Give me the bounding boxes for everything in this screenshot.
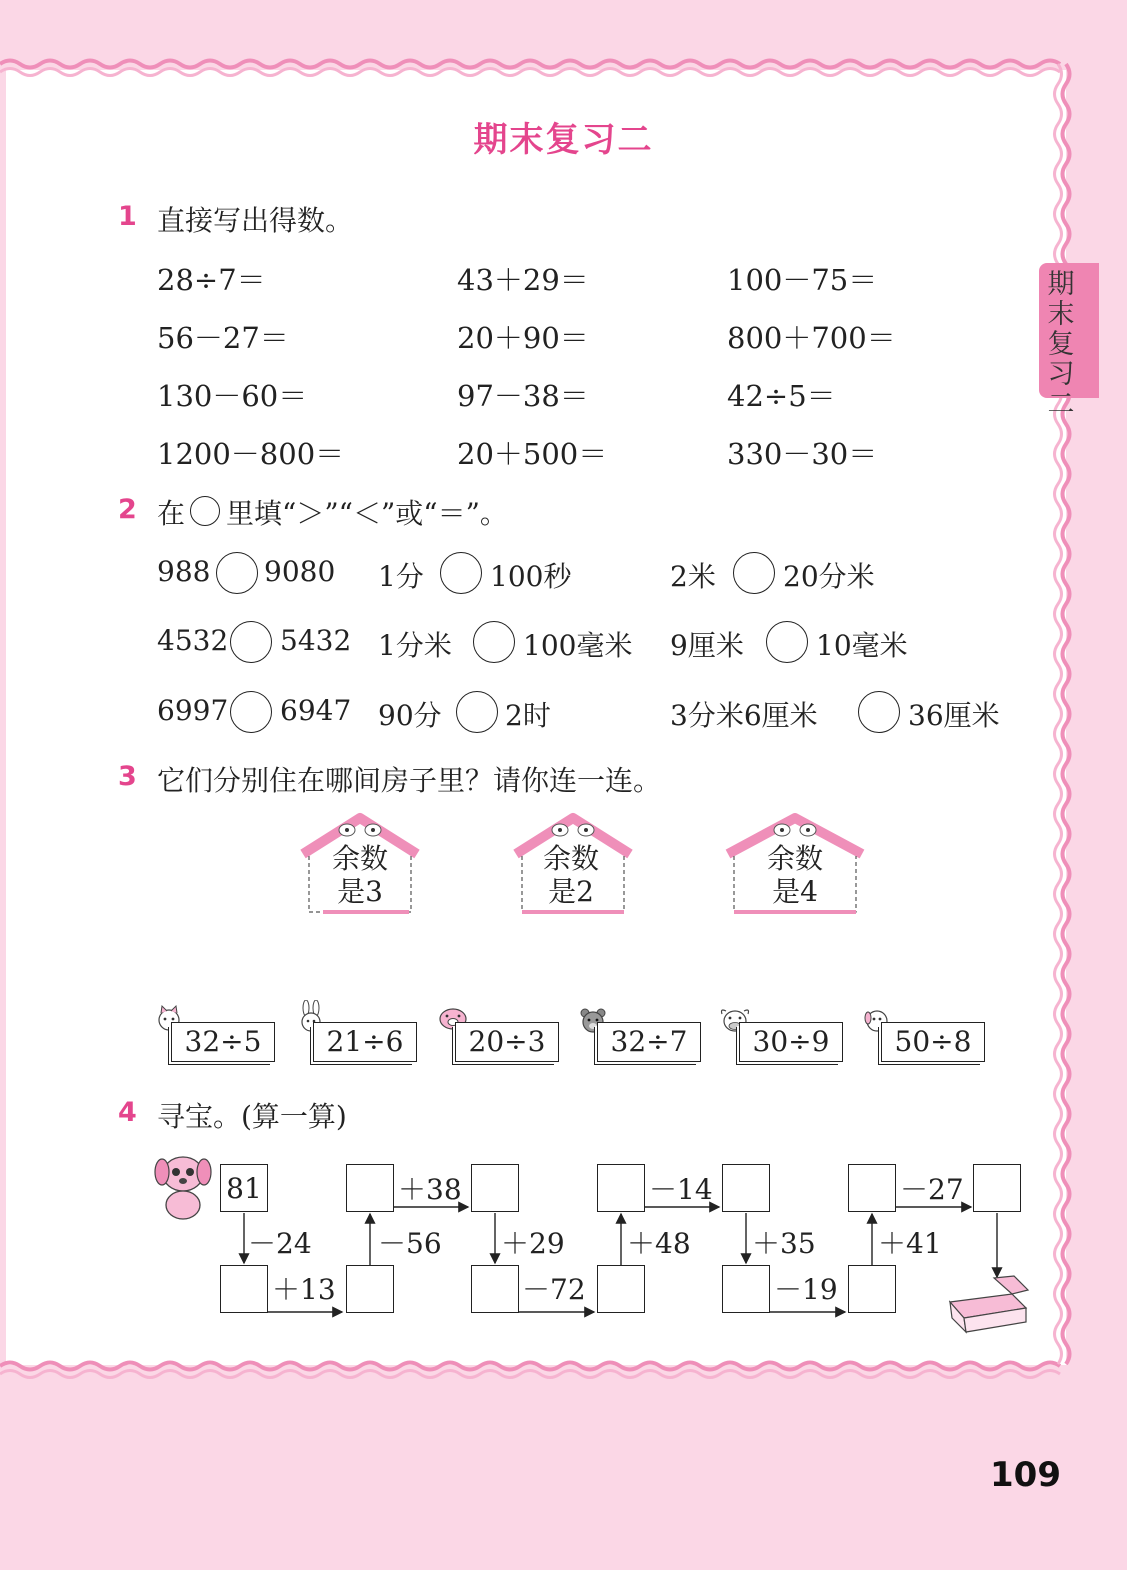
cmp-left: 9厘米 xyxy=(670,629,744,662)
cmp-right: 2时 xyxy=(505,699,551,732)
cmp-left: 90分 xyxy=(378,699,442,732)
cmp-right: 100秒 xyxy=(490,560,572,593)
answer-box[interactable] xyxy=(471,1265,519,1313)
house-line: 余数 xyxy=(766,842,823,875)
house-label xyxy=(526,842,616,908)
cmp-left: 2米 xyxy=(670,560,716,593)
cmp-left: 3分米6厘米 xyxy=(670,699,818,732)
answer-box[interactable] xyxy=(722,1164,770,1212)
answer-box[interactable] xyxy=(597,1164,645,1212)
answer-box[interactable] xyxy=(848,1164,896,1212)
cmp-left: 4532 xyxy=(157,624,229,657)
answer-box[interactable] xyxy=(973,1164,1021,1212)
compare-circle[interactable] xyxy=(733,552,775,594)
q1-expr: 20＋90＝ xyxy=(457,321,589,355)
cmp-right: 20分米 xyxy=(783,560,875,593)
cmp-left: 6997 xyxy=(157,694,229,727)
compare-circle[interactable] xyxy=(858,691,900,733)
operation-label: －72 xyxy=(522,1273,586,1306)
q1-expr: 330－30＝ xyxy=(727,437,878,471)
chapter-tab-label: 期末复习二 xyxy=(1047,269,1075,420)
q1-number: 1 xyxy=(118,201,137,232)
q3-number: 3 xyxy=(118,761,137,792)
page-number: 109 xyxy=(990,1455,1061,1495)
answer-box[interactable] xyxy=(471,1164,519,1212)
q1-expr: 20＋500＝ xyxy=(457,437,608,471)
house-line: 余数 xyxy=(331,842,388,875)
cmp-right: 36厘米 xyxy=(908,699,1000,732)
q2-instruction-start: 在 xyxy=(157,497,186,530)
start-box: 81 xyxy=(220,1164,268,1212)
cmp-right: 100毫米 xyxy=(523,629,633,662)
division-card[interactable]: 21÷6 xyxy=(313,1022,417,1062)
q1-expr: 800＋700＝ xyxy=(727,321,896,355)
cmp-right: 5432 xyxy=(280,624,352,657)
q1-instruction: 直接写出得数。 xyxy=(157,204,354,237)
q4-instruction: 寻宝。(算一算) xyxy=(157,1100,347,1133)
q2-instruction-end: 里填“＞”“＜”或“＝”。 xyxy=(226,497,508,530)
compare-circle[interactable] xyxy=(230,691,272,733)
operation-label: －14 xyxy=(649,1173,713,1206)
cmp-left: 1分 xyxy=(378,560,424,593)
division-card[interactable]: 20÷3 xyxy=(455,1022,559,1062)
q1-expr: 130－60＝ xyxy=(157,379,308,413)
operation-label: ＋41 xyxy=(878,1227,942,1260)
q1-expr: 28÷7＝ xyxy=(157,263,266,297)
operation-label: ＋13 xyxy=(272,1273,336,1306)
circle-sample xyxy=(190,496,220,526)
operation-label: －24 xyxy=(248,1227,312,1260)
q2-number: 2 xyxy=(118,494,137,525)
compare-circle[interactable] xyxy=(216,552,258,594)
compare-circle[interactable] xyxy=(440,552,482,594)
compare-circle[interactable] xyxy=(473,621,515,663)
house-line: 是4 xyxy=(772,875,818,908)
house-line: 是3 xyxy=(337,875,383,908)
compare-circle[interactable] xyxy=(456,691,498,733)
operation-label: －19 xyxy=(774,1273,838,1306)
operation-label: －56 xyxy=(378,1227,442,1260)
answer-box[interactable] xyxy=(848,1265,896,1313)
cmp-left: 988 xyxy=(157,555,211,588)
compare-circle[interactable] xyxy=(766,621,808,663)
answer-box[interactable] xyxy=(597,1265,645,1313)
operation-label: ＋35 xyxy=(752,1227,816,1260)
q1-expr: 97－38＝ xyxy=(457,379,589,413)
operation-label: ＋38 xyxy=(398,1173,462,1206)
division-card[interactable]: 32÷5 xyxy=(171,1022,275,1062)
division-card[interactable]: 30÷9 xyxy=(739,1022,843,1062)
q1-expr: 42÷5＝ xyxy=(727,379,836,413)
q1-expr: 56－27＝ xyxy=(157,321,289,355)
house-line: 余数 xyxy=(542,842,599,875)
operation-label: －27 xyxy=(900,1173,964,1206)
answer-box[interactable] xyxy=(346,1164,394,1212)
division-card[interactable]: 32÷7 xyxy=(597,1022,701,1062)
treasure-chest-icon xyxy=(942,1274,1032,1334)
house-label xyxy=(315,842,405,908)
compare-circle[interactable] xyxy=(230,621,272,663)
house-label xyxy=(750,842,840,908)
answer-box[interactable] xyxy=(722,1265,770,1313)
q1-expr: 100－75＝ xyxy=(727,263,878,297)
cmp-right: 6947 xyxy=(280,694,352,727)
house-line: 是2 xyxy=(548,875,594,908)
division-card[interactable]: 50÷8 xyxy=(881,1022,985,1062)
page-title: 期末复习二 xyxy=(473,120,654,160)
q1-expr: 43＋29＝ xyxy=(457,263,589,297)
cmp-right: 10毫米 xyxy=(816,629,908,662)
operation-label: ＋29 xyxy=(501,1227,565,1260)
q1-expr: 1200－800＝ xyxy=(157,437,345,471)
answer-box[interactable] xyxy=(346,1265,394,1313)
q4-number: 4 xyxy=(118,1097,137,1128)
answer-box[interactable] xyxy=(220,1265,268,1313)
operation-label: ＋48 xyxy=(627,1227,691,1260)
cmp-right: 9080 xyxy=(264,555,336,588)
cmp-left: 1分米 xyxy=(378,629,452,662)
q3-instruction: 它们分别住在哪间房子里？请你连一连。 xyxy=(157,764,662,797)
